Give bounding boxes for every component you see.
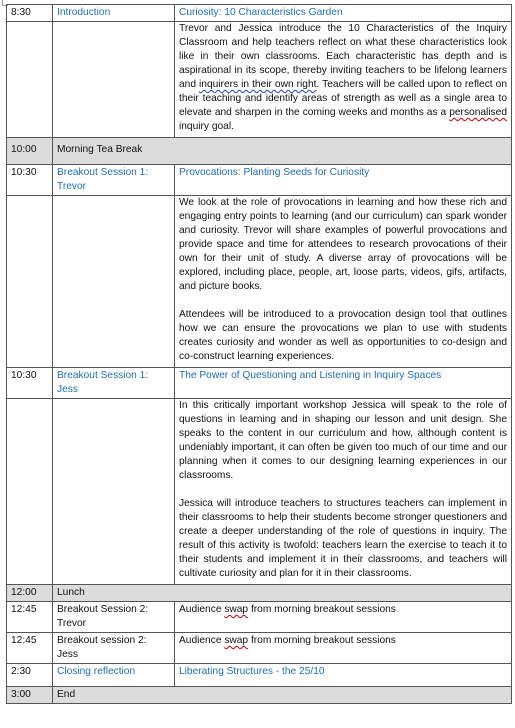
empty-cell xyxy=(7,399,53,585)
time-cell: 12:00 xyxy=(7,585,53,602)
table-row xyxy=(7,5,512,22)
table-row xyxy=(7,368,512,399)
schedule-table xyxy=(6,4,512,704)
title-cell: Curiosity: 10 Characteristics Garden xyxy=(175,5,512,22)
time-cell: 10:30 xyxy=(7,165,53,196)
description-paragraph: Attendees will be introduced to a provocation design tool that outlines how we can ensure the provocations we plan to use with students creates curiosity and wonder as well as opportunities to co-design and co-construct learning experiences. xyxy=(179,309,507,362)
session-cell: Introduction xyxy=(53,5,175,22)
session-cell: Breakout Session 1: Jess xyxy=(53,368,175,399)
table-row xyxy=(7,585,512,602)
time-cell: 12:45 xyxy=(7,602,53,633)
title-text-flagged: swap xyxy=(224,635,249,646)
empty-cell xyxy=(53,196,175,368)
table-row xyxy=(7,138,512,165)
description-paragraph: Jessica will introduce teachers to structures teachers can implement in their classrooms to help their students become stronger questioners and create a deeper understanding of the role of questions in inquiry. The result of this activity is twofold: teachers learn the exercise to teach it to their students and implement it in their classrooms, and teachers will cultivate curiosity and plan for it in their classrooms. xyxy=(179,498,507,579)
description-text: Trevor and Jessica introduce the 10 Characteristics of the Inquiry Classroom and help teachers reflect on what these characteristics look like in their own classrooms. Each characteristic has depth and is aspirational in its scope, thereby inviting teachers to be lifelong learners and xyxy=(179,23,507,90)
description-paragraph: In this critically important workshop Jessica will speak to the role of questions in learning and in shaping our lesson and unit design. She speaks to the content in our curriculum and how, although content is undeniably important, it can often be given too much of our time and our planning when it comes to our designing learning experiences in our classrooms. xyxy=(179,400,507,481)
table-row xyxy=(7,196,512,368)
title-cell: Provocations: Planting Seeds for Curiosity xyxy=(175,165,512,196)
time-cell: 2:30 xyxy=(7,664,53,687)
title-cell: The Power of Questioning and Listening in Inquiry Spaces xyxy=(175,368,512,399)
table-row xyxy=(7,165,512,196)
title-cell xyxy=(175,633,512,664)
session-cell: Breakout Session 1: Trevor xyxy=(53,165,175,196)
description-text-flagged: personalised xyxy=(449,107,507,118)
session-cell: Closing reflection xyxy=(53,664,175,687)
session-cell: Breakout Session 2: Trevor xyxy=(53,602,175,633)
time-cell: 10:00 xyxy=(7,138,53,165)
description-text: inquiry goal. xyxy=(179,121,234,132)
title-text: Audience xyxy=(179,635,225,646)
table-row xyxy=(7,22,512,138)
time-cell: 12:45 xyxy=(7,633,53,664)
session-cell: Lunch xyxy=(53,585,512,602)
session-cell: Breakout session 2: Jess xyxy=(53,633,175,664)
session-cell: End xyxy=(53,687,512,704)
description-cell xyxy=(175,399,512,585)
description-cell xyxy=(175,196,512,368)
empty-cell xyxy=(7,22,53,138)
empty-cell xyxy=(53,399,175,585)
title-text-flagged: swap xyxy=(224,604,249,615)
table-row xyxy=(7,633,512,664)
description-text-flagged: inquirers in their own right xyxy=(199,79,317,90)
empty-cell xyxy=(7,196,53,368)
table-row xyxy=(7,687,512,704)
empty-cell xyxy=(53,22,175,138)
time-cell: 8:30 xyxy=(7,5,53,22)
time-cell: 10:30 xyxy=(7,368,53,399)
title-text: from morning breakout sessions xyxy=(248,604,396,615)
session-cell: Morning Tea Break xyxy=(53,138,512,165)
title-text: Audience xyxy=(179,604,225,615)
title-cell: Liberating Structures - the 25/10 xyxy=(175,664,512,687)
table-row xyxy=(7,664,512,687)
description-cell xyxy=(175,22,512,138)
title-cell xyxy=(175,602,512,633)
title-text: from morning breakout sessions xyxy=(248,635,396,646)
description-text: . Teachers will be called upon to reflect on their teaching and identify areas of strength as well as a single area to elevate and sharpen in the coming weeks and months as a xyxy=(179,79,507,118)
description-paragraph: We look at the role of provocations in learning and how these rich and engaging entry points to learning (and our curriculum) can spark wonder and curiosity. Trevor will share examples of powerful provocations and provide space and time for attendees to research provocations of their own for their unit of study. A diverse array of provocations will be explored, including place, people, art, loose parts, videos, gifs, artifacts, and picture books. xyxy=(179,197,507,292)
time-cell: 3:00 xyxy=(7,687,53,704)
table-row xyxy=(7,399,512,585)
table-row xyxy=(7,602,512,633)
